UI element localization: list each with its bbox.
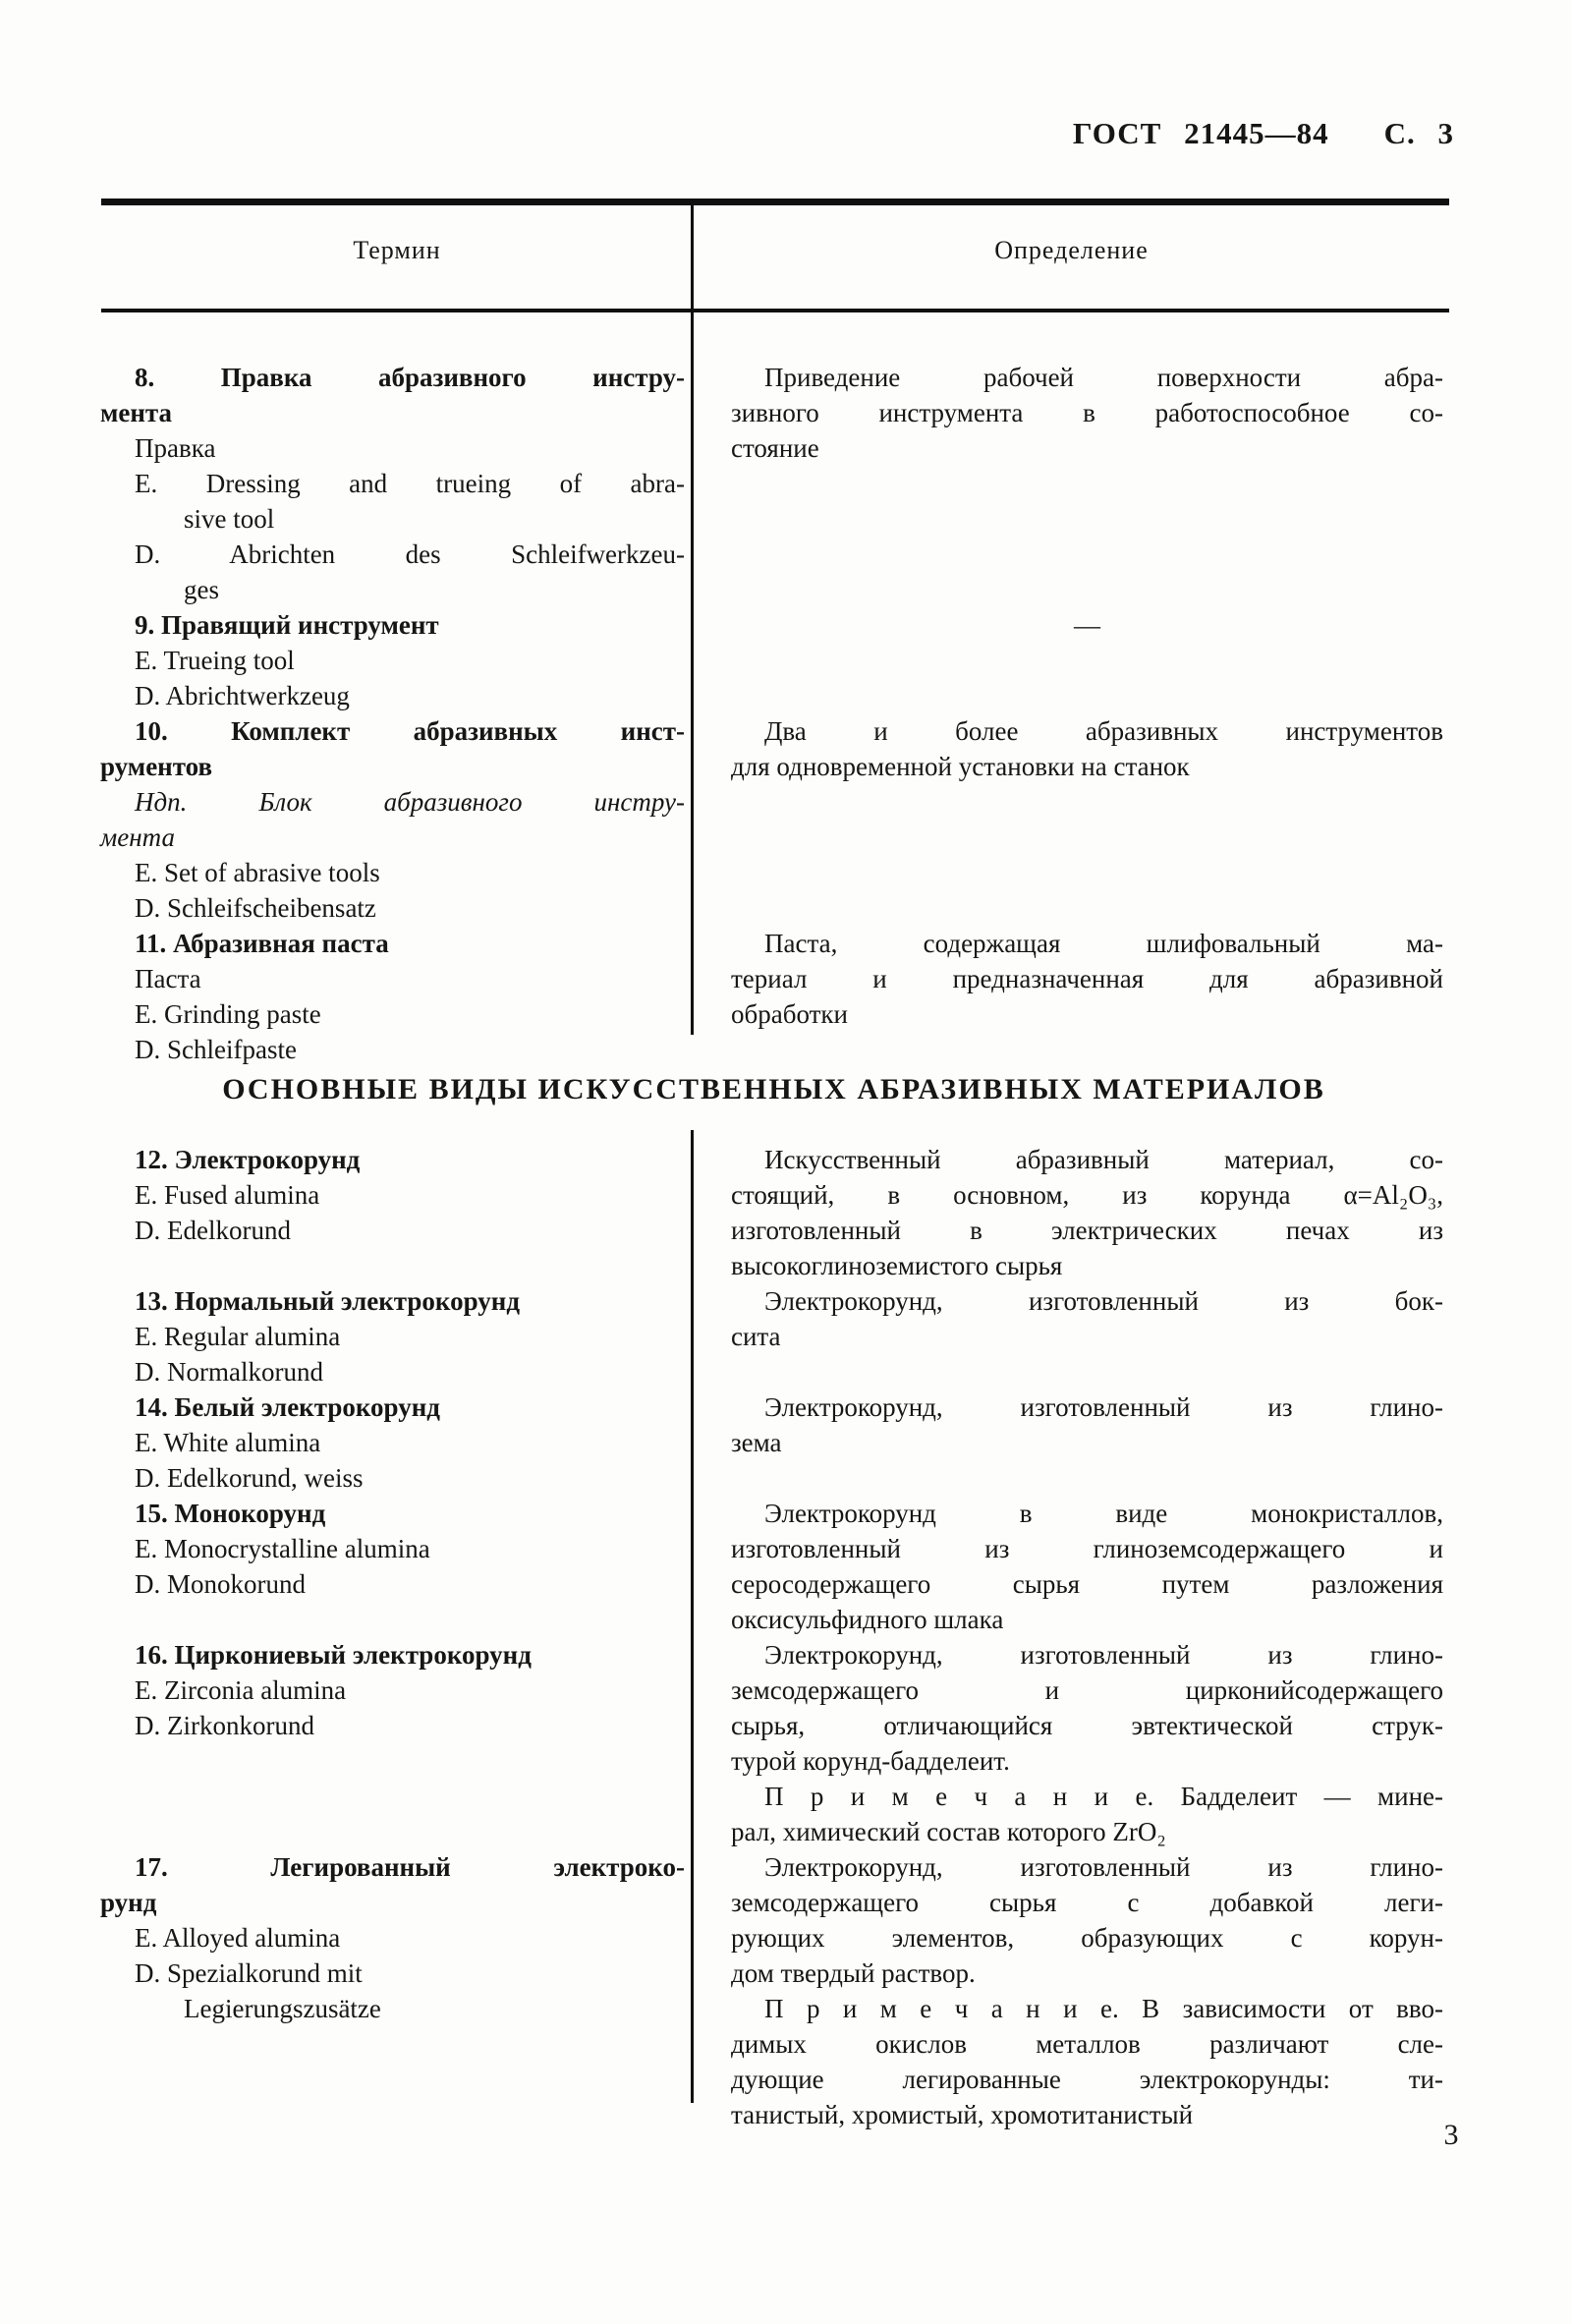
page-number: 3 xyxy=(1443,2119,1459,2151)
definition-line: обработки xyxy=(731,999,848,1029)
term-line: мента xyxy=(100,398,173,427)
definition-cell xyxy=(693,360,1449,607)
definition-cell xyxy=(693,926,1449,1067)
term-line: 15. Монокорунд xyxy=(135,1499,326,1528)
definition-line: оксисульфидного шлака xyxy=(731,1605,1004,1634)
term-cell xyxy=(98,1389,693,1496)
term-cell xyxy=(98,360,693,607)
term-cell xyxy=(98,607,693,713)
table-row-term-10 xyxy=(98,713,1449,926)
definition-line: стоящий, в основном, из корунда α=Al₂O₃, xyxy=(731,1180,1443,1210)
table-row-term-15 xyxy=(98,1496,1449,1637)
definition-line: сита xyxy=(731,1322,781,1351)
standard-number: ГОСТ 21445—84 xyxy=(1072,116,1329,150)
term-line: 14. Белый электрокорунд xyxy=(135,1392,440,1422)
table-rows-terms-12-17 xyxy=(98,1142,1449,2132)
term-line: Ндп. Блок абразивного инстру- xyxy=(135,787,685,817)
table-row-term-16 xyxy=(98,1637,1449,1849)
term-line: D. Schleifscheibensatz xyxy=(135,893,376,923)
definition-line: Приведение рабочей поверхности абра- xyxy=(764,363,1443,392)
term-line: ges xyxy=(184,575,219,604)
definition-line: рующих элементов, образующих с корун- xyxy=(731,1923,1443,1953)
term-line: 9. Правящий инструмент xyxy=(135,610,439,640)
definition-line: Два и более абразивных инструментов xyxy=(764,716,1443,746)
definition-line: рал, химический состав которого ZrO₂ xyxy=(731,1817,1166,1846)
term-line: 11. Абразивная паста xyxy=(135,929,389,958)
term-cell xyxy=(98,1496,693,1637)
definition-line: Искусственный абразивный материал, со- xyxy=(764,1145,1443,1174)
term-line: E. Regular alumina xyxy=(135,1322,341,1351)
term-line: D. Normalkorund xyxy=(135,1357,323,1387)
term-line: E. Grinding paste xyxy=(135,999,321,1029)
definition-line: высокоглиноземистого сырья xyxy=(731,1251,1063,1280)
term-line: 10. Комплект абразивных инст- xyxy=(135,716,685,746)
table-row-term-17 xyxy=(98,1849,1449,2132)
definition-cell xyxy=(693,1389,1449,1496)
term-line: D. Edelkorund xyxy=(135,1216,291,1245)
definition-cell xyxy=(693,713,1449,926)
term-line: E. Trueing tool xyxy=(135,646,295,675)
definition-cell xyxy=(693,1849,1449,2132)
term-cell xyxy=(98,1142,693,1283)
term-line: рументов xyxy=(100,752,213,781)
definition-line: териал и предназначенная для абразивной xyxy=(731,964,1443,993)
term-line: D. Monokorund xyxy=(135,1569,306,1599)
definition-cell xyxy=(693,1142,1449,1283)
definition-line: зивного инструмента в работоспособное со- xyxy=(731,398,1443,427)
term-cell xyxy=(98,926,693,1067)
term-line: 17. Легированный электроко- xyxy=(135,1852,685,1882)
term-line: E. Zirconia alumina xyxy=(135,1675,347,1705)
definition-line: для одновременной установки на станок xyxy=(731,752,1190,781)
definition-cell xyxy=(693,1637,1449,1849)
definition-line: П р и м е ч а н и е. Бадделеит — мине- xyxy=(764,1782,1443,1811)
term-line: 12. Электрокорунд xyxy=(135,1145,361,1174)
definition-line: земсодержащего сырья с добавкой леги- xyxy=(731,1888,1443,1917)
term-line: E. Alloyed alumina xyxy=(135,1923,341,1953)
definition-cell xyxy=(693,1283,1449,1389)
term-line: Legierungszusätze xyxy=(184,1994,381,2023)
term-line: 16. Циркониевый электрокорунд xyxy=(135,1640,532,1670)
term-cell xyxy=(98,1849,693,2132)
term-line: E. Dressing and trueing of abra- xyxy=(135,469,685,498)
definition-line: серосодержащего сырья путем разложения xyxy=(731,1569,1443,1599)
term-line: 13. Нормальный электрокорунд xyxy=(135,1286,520,1316)
definition-line: П р и м е ч а н и е. В зависимости от вво- xyxy=(764,1994,1443,2023)
table-rows-terms-8-11 xyxy=(98,360,1449,1067)
table-top-border xyxy=(101,198,1449,205)
definition-line: зема xyxy=(731,1428,782,1457)
definition-line: димых окислов металлов различают сле- xyxy=(731,2029,1443,2059)
term-line: D. Abrichtwerkzeug xyxy=(135,681,350,710)
definition-line: дующие легированные электрокорунды: ти- xyxy=(731,2065,1443,2094)
table-row-term-14 xyxy=(98,1389,1449,1496)
definition-line: изготовленный из глиноземсодержащего и xyxy=(731,1534,1443,1563)
table-row-term-9 xyxy=(98,607,1449,713)
definition-line: Электрокорунд, изготовленный из бок- xyxy=(764,1286,1443,1316)
page-header xyxy=(1073,116,1454,151)
definition-line: танистый, хромистый, хромотитанистый xyxy=(731,2100,1194,2129)
definition-line: Паста, содержащая шлифовальный ма- xyxy=(764,929,1443,958)
term-line: 8. Правка абразивного инстру- xyxy=(135,363,685,392)
term-cell xyxy=(98,713,693,926)
term-line: Паста xyxy=(135,964,201,993)
definition-line: Электрокорунд в виде монокристаллов, xyxy=(764,1499,1443,1528)
header-row-border xyxy=(101,309,1449,312)
column-header-definition: Определение xyxy=(994,236,1149,264)
table-row-term-12 xyxy=(98,1142,1449,1283)
definition-line: Электрокорунд, изготовленный из глино- xyxy=(764,1392,1443,1422)
definition-line: турой корунд-бадделеит. xyxy=(731,1746,1010,1776)
term-cell xyxy=(98,1283,693,1389)
term-line: E. White alumina xyxy=(135,1428,321,1457)
definition-line: Электрокорунд, изготовленный из глино- xyxy=(764,1640,1443,1670)
definition-line: стояние xyxy=(731,433,819,463)
term-line: D. Edelkorund, weiss xyxy=(135,1463,364,1493)
section-heading: ОСНОВНЫЕ ВИДЫ ИСКУССТВЕННЫХ АБРАЗИВНЫХ МАТЕРИАЛОВ xyxy=(222,1073,1325,1105)
definition-line: — xyxy=(1074,610,1100,640)
term-line: D. Schleifpaste xyxy=(135,1035,297,1064)
term-line: D. Zirkonkorund xyxy=(135,1711,314,1740)
definition-cell xyxy=(693,607,1449,713)
table-row-term-11 xyxy=(98,926,1449,1067)
term-line: sive tool xyxy=(184,504,275,534)
definition-line: сырья, отличающийся эвтектической струк- xyxy=(731,1711,1443,1740)
term-line: D. Abrichten des Schleifwerkzeu- xyxy=(135,539,685,569)
term-line: E. Fused alumina xyxy=(135,1180,320,1210)
definition-line: земсодержащего и цирконийсодержащего xyxy=(731,1675,1443,1705)
definition-cell xyxy=(693,1496,1449,1637)
term-line: рунд xyxy=(100,1888,157,1917)
term-line: E. Set of abrasive tools xyxy=(135,858,380,887)
term-line: D. Spezialkorund mit xyxy=(135,1958,363,1988)
page-label: С. 3 xyxy=(1383,116,1454,150)
definition-line: изготовленный в электрических печах из xyxy=(731,1216,1443,1245)
definition-line: Электрокорунд, изготовленный из глино- xyxy=(764,1852,1443,1882)
term-cell xyxy=(98,1637,693,1849)
definition-line: дом твердый раствор. xyxy=(731,1958,976,1988)
table-row-term-8 xyxy=(98,360,1449,607)
table-row-term-13 xyxy=(98,1283,1449,1389)
term-line: E. Monocrystalline alumina xyxy=(135,1534,430,1563)
term-line: мента xyxy=(100,822,175,852)
term-line: Правка xyxy=(135,433,216,463)
column-header-term: Термин xyxy=(353,236,441,264)
